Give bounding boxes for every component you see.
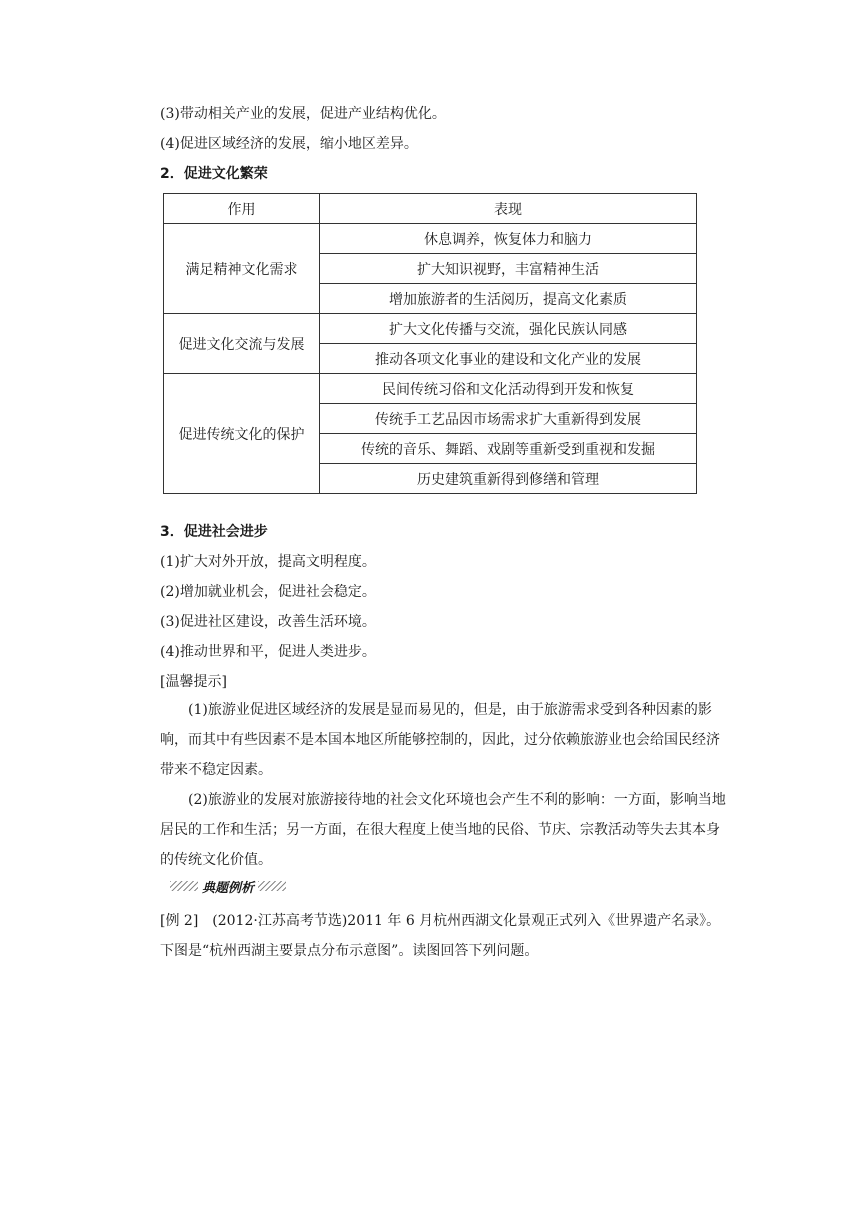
table-row	[164, 314, 697, 344]
list-item: (2)增加就业机会，促进社会稳定。	[160, 584, 376, 600]
banner-label: 典题例析	[202, 880, 255, 896]
table-header-row	[164, 194, 697, 224]
role-cell: 满足精神文化需求	[164, 224, 320, 314]
effect-cell: 推动各项文化事业的建设和文化产业的发展	[320, 344, 697, 374]
column-header: 作用	[164, 194, 320, 224]
list-item: (3)带动相关产业的发展，促进产业结构优化。	[160, 106, 446, 122]
table-row	[164, 374, 697, 404]
effect-cell: 增加旅游者的生活阅历，提高文化素质	[320, 284, 697, 314]
effect-cell: 扩大知识视野，丰富精神生活	[320, 254, 697, 284]
effect-cell: 历史建筑重新得到修缮和管理	[320, 464, 697, 494]
list-item: (4)推动世界和平，促进人类进步。	[160, 644, 376, 660]
tip-paragraph: (1)旅游业促进区域经济的发展是显而易见的，但是，由于旅游需求受到各种因素的影响，而其中有些因素不是本国本地区所能够控制的，因此，过分依赖旅游业也会给国民经济带来不稳定因素。	[160, 702, 720, 778]
example-paragraph: [例 2] (2012·江苏高考节选)2011 年 6 月杭州西湖文化景观正式列入《世界遗产名录》。下图是“杭州西湖主要景点分布示意图”。读图回答下列问题。	[160, 913, 721, 959]
role-cell: 促进文化交流与发展	[164, 314, 320, 374]
effect-cell: 扩大文化传播与交流，强化民族认同感	[320, 314, 697, 344]
list-item: (1)扩大对外开放，提高文明程度。	[160, 554, 376, 570]
effect-cell: 传统的音乐、舞蹈、戏剧等重新受到重视和发掘	[320, 434, 697, 464]
hatch-decoration	[170, 881, 198, 891]
tip-title: [温馨提示]	[160, 674, 227, 690]
effect-cell: 民间传统习俗和文化活动得到开发和恢复	[320, 374, 697, 404]
section-heading: 3．促进社会进步	[160, 524, 268, 540]
list-item: (3)促进社区建设，改善生活环境。	[160, 614, 376, 630]
section-heading: 2．促进文化繁荣	[160, 166, 268, 182]
effect-cell: 传统手工艺品因市场需求扩大重新得到发展	[320, 404, 697, 434]
table-row	[164, 224, 697, 254]
column-header: 表现	[320, 194, 697, 224]
culture-table	[163, 193, 697, 494]
effect-cell: 休息调养，恢复体力和脑力	[320, 224, 697, 254]
hatch-decoration	[258, 881, 286, 891]
role-cell: 促进传统文化的保护	[164, 374, 320, 494]
section-banner	[170, 876, 286, 896]
tip-paragraph: (2)旅游业的发展对旅游接待地的社会文化环境也会产生不利的影响：一方面，影响当地居民的工作和生活；另一方面，在很大程度上使当地的民俗、节庆、宗教活动等失去其本身的传统文化价值。	[160, 792, 726, 868]
list-item: (4)促进区域经济的发展，缩小地区差异。	[160, 136, 418, 152]
